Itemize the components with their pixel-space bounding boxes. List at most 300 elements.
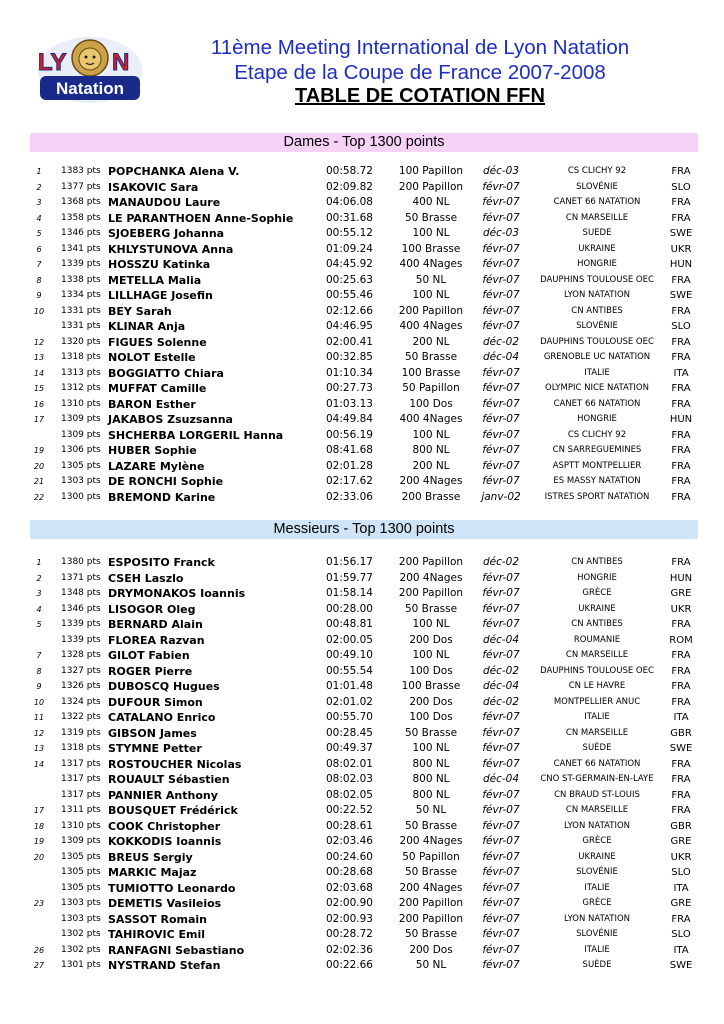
points-cell: 1305 pts (61, 460, 101, 471)
rank-cell: 4 (36, 213, 42, 223)
club-cell: CN SARREGUEMINES (552, 445, 642, 455)
event-cell: 200 Papillon (398, 556, 464, 568)
club-cell: DAUPHINS TOULOUSE OEC (540, 665, 654, 676)
points-cell: 1318 pts (61, 743, 101, 753)
club-cell: CN ANTIBES (571, 557, 623, 567)
date-cell: déc-03 (482, 165, 520, 177)
rank-cell: 5 (36, 229, 42, 238)
rank-cell: 1 (36, 167, 42, 176)
nationality-cell: SWE (669, 960, 693, 971)
points-cell: 1339 pts (61, 259, 101, 269)
table-row (0, 602, 724, 618)
event-cell: 100 NL (412, 289, 450, 301)
table-row (0, 788, 724, 804)
date-cell: févr-07 (482, 196, 520, 208)
rank-cell: 3 (36, 198, 42, 207)
date-cell: févr-07 (482, 928, 520, 940)
nationality-cell: GRE (670, 836, 692, 847)
nationality-cell: ITA (673, 712, 689, 723)
nationality-cell: FRA (671, 789, 691, 801)
date-cell: févr-07 (482, 242, 520, 255)
event-cell: 200 Papillon (398, 912, 464, 925)
points-cell: 1317 pts (61, 758, 101, 769)
points-cell: 1328 pts (61, 650, 101, 660)
time-cell: 04:49.84 (326, 413, 373, 425)
event-cell: 200 Dos (409, 943, 453, 956)
club-cell: OLYMPIC NICE NATATION (545, 383, 649, 393)
rank-cell: 18 (33, 821, 45, 831)
event-cell: 50 Brasse (404, 866, 458, 878)
event-cell: 200 4Nages (399, 835, 463, 847)
rank-cell: 19 (33, 446, 45, 455)
rank-cell: 21 (33, 477, 45, 486)
swimmer-name: ISAKOVIC Sara (108, 180, 199, 194)
swimmer-name: BARON Esther (108, 397, 196, 411)
nationality-cell: FRA (671, 166, 691, 177)
swimmer-name: MARKIC Majaz (108, 866, 197, 879)
rank-cell: 15 (33, 384, 45, 393)
time-cell: 00:55.46 (326, 289, 373, 301)
points-cell: 1305 pts (61, 851, 101, 862)
swimmer-name: FIGUES Solenne (108, 335, 207, 349)
club-cell: CN MARSEILLE (565, 212, 629, 223)
points-cell: 1301 pts (61, 960, 101, 970)
time-cell: 02:01.28 (326, 459, 373, 472)
nationality-cell: FRA (671, 383, 691, 394)
table-row (0, 211, 724, 227)
club-cell: SLOVÉNIE (576, 181, 618, 192)
club-cell: UKRAINE (578, 603, 616, 614)
event-cell: 200 4Nages (399, 571, 463, 584)
event-cell: 100 Brasse (401, 680, 461, 692)
event-cell: 400 4Nages (399, 320, 463, 332)
event-cell: 800 NL (412, 757, 450, 770)
table-row (0, 633, 724, 649)
nationality-cell: ITA (673, 367, 689, 379)
points-cell: 1317 pts (61, 774, 101, 784)
time-cell: 00:49.10 (326, 649, 373, 661)
points-cell: 1339 pts (61, 619, 101, 629)
time-cell: 04:45.92 (326, 258, 373, 270)
swimmer-name: KHLYSTUNOVA Anna (108, 242, 234, 256)
date-cell: févr-07 (482, 711, 520, 723)
club-cell: ITALIE (584, 944, 610, 955)
points-cell: 1320 pts (61, 336, 101, 347)
points-cell: 1309 pts (61, 429, 101, 440)
swimmer-name: BOUSQUET Frédérick (108, 804, 238, 817)
table-row (0, 381, 724, 397)
date-cell: févr-07 (482, 444, 520, 456)
table-row (0, 164, 724, 180)
time-cell: 00:49.37 (326, 742, 373, 754)
swimmer-name: GILOT Fabien (108, 649, 190, 662)
event-cell: 50 Papillon (402, 850, 460, 863)
nationality-cell: FRA (671, 805, 691, 816)
club-cell: CN MARSEILLE (565, 650, 629, 660)
swimmer-name: BREUS Sergiy (108, 850, 193, 864)
time-cell: 00:58.72 (326, 165, 373, 177)
time-cell: 01:03.13 (326, 397, 373, 410)
swimmer-name: LISOGOR Oleg (108, 602, 196, 616)
date-cell: févr-07 (482, 804, 520, 816)
nationality-cell: FRA (671, 913, 691, 925)
table-row (0, 242, 724, 258)
rank-cell: 27 (33, 961, 45, 970)
swimmer-name: FLOREA Razvan (108, 633, 205, 647)
date-cell: déc-04 (482, 680, 520, 692)
event-cell: 100 Dos (409, 664, 453, 677)
event-cell: 200 Dos (409, 633, 453, 646)
swimmer-name: COOK Christopher (108, 819, 221, 833)
nationality-cell: FRA (671, 650, 691, 661)
club-cell: CN LE HAVRE (568, 681, 626, 691)
points-cell: 1339 pts (61, 634, 101, 645)
points-cell: 1305 pts (61, 867, 101, 877)
rank-cell: 14 (33, 759, 45, 769)
date-cell: févr-07 (482, 459, 520, 472)
date-cell: déc-02 (482, 556, 520, 568)
club-cell: CANET 66 NATATION (553, 758, 641, 769)
table-row (0, 195, 724, 211)
date-cell: févr-07 (482, 258, 520, 270)
rank-cell: 2 (36, 573, 42, 583)
club-cell: UKRAINE (578, 243, 616, 254)
table-row (0, 850, 724, 866)
time-cell: 02:12.66 (326, 304, 373, 317)
event-cell: 200 Papillon (398, 587, 464, 599)
event-cell: 200 4Nages (399, 881, 463, 894)
date-cell: févr-07 (482, 742, 520, 754)
table-row (0, 757, 724, 773)
table-row (0, 459, 724, 475)
date-cell: janv-02 (481, 490, 521, 503)
table-row (0, 366, 724, 382)
time-cell: 02:00.05 (326, 633, 373, 646)
rank-cell: 8 (36, 666, 42, 676)
swimmer-name: NOLOT Estelle (108, 351, 196, 364)
nationality-cell: SLO (671, 181, 691, 193)
swimmer-name: DE RONCHI Sophie (108, 475, 224, 488)
swimmer-name: BERNARD Alain (108, 618, 203, 631)
date-cell: déc-03 (482, 227, 520, 239)
time-cell: 00:22.52 (326, 804, 373, 816)
event-cell: 100 NL (412, 618, 450, 630)
table-row (0, 443, 724, 459)
date-cell: févr-07 (482, 850, 520, 863)
club-cell: LYON NATATION (563, 820, 631, 831)
rank-cell: 20 (33, 461, 45, 471)
table-row (0, 912, 724, 928)
rank-cell: 17 (33, 806, 45, 815)
nationality-cell: ITA (673, 944, 689, 956)
rank-cell: 17 (33, 415, 45, 424)
club-cell: ISTRES SPORT NATATION (544, 491, 650, 502)
event-cell: 200 4Nages (399, 475, 463, 487)
swimmer-name: JAKABOS Zsuzsanna (108, 413, 233, 426)
club-cell: CANET 66 NATATION (553, 197, 641, 207)
table-row (0, 571, 724, 587)
rank-cell: 1 (36, 558, 42, 567)
nationality-cell: FRA (671, 557, 691, 568)
event-cell: 50 Brasse (404, 819, 458, 832)
date-cell: févr-07 (482, 211, 520, 224)
points-cell: 1319 pts (61, 727, 101, 738)
table-row (0, 428, 724, 444)
points-cell: 1326 pts (61, 681, 101, 691)
event-cell: 100 Brasse (401, 242, 461, 255)
rank-cell: 12 (33, 728, 45, 738)
rank-cell: 13 (33, 353, 45, 362)
rank-cell: 10 (33, 306, 45, 316)
time-cell: 02:17.62 (326, 475, 373, 487)
table-row (0, 617, 724, 633)
time-cell: 02:02.36 (326, 943, 373, 956)
svg-text:LY: LY (38, 49, 67, 76)
date-cell: févr-07 (482, 757, 520, 770)
date-cell: févr-07 (482, 959, 520, 971)
nationality-cell: SWE (669, 228, 693, 239)
club-cell: ITALIE (584, 882, 610, 893)
swimmer-name: STYMNE Petter (108, 742, 202, 755)
club-cell: DAUPHINS TOULOUSE OEC (540, 336, 654, 347)
rank-cell: 23 (33, 899, 45, 908)
date-cell: févr-07 (482, 602, 520, 615)
swimmer-name: ROSTOUCHER Nicolas (108, 757, 242, 771)
points-cell: 1312 pts (61, 383, 101, 393)
date-cell: févr-07 (482, 587, 520, 599)
nationality-cell: FRA (671, 352, 691, 363)
rank-cell: 3 (36, 589, 42, 598)
points-cell: 1306 pts (61, 445, 101, 455)
time-cell: 01:01.48 (326, 680, 373, 692)
event-cell: 200 Brasse (401, 490, 461, 503)
table-row (0, 710, 724, 726)
swimmer-name: DUFOUR Simon (108, 695, 203, 709)
date-cell: févr-07 (482, 413, 520, 425)
nationality-cell: ITA (673, 882, 689, 894)
points-cell: 1331 pts (61, 305, 101, 316)
points-cell: 1318 pts (61, 352, 101, 362)
points-cell: 1309 pts (61, 414, 101, 424)
time-cell: 01:10.34 (326, 366, 373, 379)
table-row (0, 555, 724, 571)
event-cell: 400 4Nages (399, 413, 463, 425)
event-cell: 50 Papillon (402, 382, 460, 394)
club-cell: GRENOBLE UC NATATION (543, 352, 651, 362)
event-cell: 400 NL (412, 196, 450, 208)
time-cell: 08:02.03 (326, 773, 373, 785)
event-cell: 50 NL (415, 959, 447, 971)
meeting-subtitle: Etape de la Coupe de France 2007-2008 (234, 61, 606, 84)
date-cell: févr-07 (482, 289, 520, 301)
club-cell: ASPTT MONTPELLIER (552, 460, 642, 471)
time-cell: 01:56.17 (326, 556, 373, 568)
table-row (0, 226, 724, 242)
club-cell: DAUPHINS TOULOUSE OEC (540, 274, 654, 285)
date-cell: févr-07 (482, 912, 520, 925)
event-cell: 50 Brasse (404, 211, 458, 224)
points-cell: 1334 pts (61, 290, 101, 300)
rank-cell: 14 (33, 368, 45, 378)
swimmer-name: SHCHERBA LORGERIL Hanna (108, 428, 284, 442)
event-cell: 200 Dos (409, 695, 453, 708)
nationality-cell: HUN (669, 572, 693, 584)
nationality-cell: UKR (670, 603, 692, 615)
date-cell: févr-07 (482, 180, 520, 193)
time-cell: 02:00.93 (326, 912, 373, 925)
club-cell: HONGRIE (577, 259, 617, 269)
date-cell: févr-07 (482, 304, 520, 317)
swimmer-name: KLINAR Anja (108, 320, 186, 333)
rank-cell: 12 (33, 337, 45, 347)
swimmer-name: ESPOSITO Franck (108, 556, 215, 569)
table-row (0, 586, 724, 602)
points-cell: 1317 pts (61, 789, 101, 800)
swimmer-name: TAHIROVIC Emil (108, 928, 206, 941)
rank-cell: 11 (33, 713, 45, 722)
swimmer-name: NYSTRAND Stefan (108, 959, 221, 972)
table-row (0, 927, 724, 943)
date-cell: févr-07 (482, 397, 520, 410)
time-cell: 00:55.70 (326, 711, 373, 723)
table-row (0, 319, 724, 335)
date-cell: févr-07 (482, 866, 520, 878)
date-cell: févr-07 (482, 382, 520, 394)
event-cell: 50 NL (415, 273, 447, 286)
date-cell: févr-07 (482, 943, 520, 956)
club-cell: GRÈCE (582, 898, 612, 908)
rank-cell: 2 (36, 182, 42, 192)
event-cell: 200 Papillon (398, 304, 464, 317)
time-cell: 00:22.66 (326, 959, 373, 971)
time-cell: 00:25.63 (326, 273, 373, 286)
table-row (0, 397, 724, 413)
swimmer-name: RANFAGNI Sebastiano (108, 943, 245, 957)
time-cell: 00:48.81 (326, 618, 373, 630)
swimmer-name: LILLHAGE Josefin (108, 289, 213, 302)
rank-cell: 7 (36, 260, 42, 269)
club-cell: HONGRIE (577, 414, 617, 424)
time-cell: 00:31.68 (326, 211, 373, 224)
swimmer-name: PANNIER Anthony (108, 788, 218, 802)
nationality-cell: FRA (671, 665, 691, 677)
event-cell: 100 Dos (409, 711, 453, 723)
event-cell: 200 Papillon (398, 897, 464, 909)
event-cell: 100 Brasse (401, 366, 461, 379)
points-cell: 1324 pts (61, 696, 101, 707)
points-cell: 1310 pts (61, 820, 101, 831)
time-cell: 00:24.60 (326, 850, 373, 863)
club-cell: UKRAINE (578, 851, 616, 862)
swimmer-name: BREMOND Karine (108, 490, 216, 504)
meeting-title: 11ème Meeting International de Lyon Natation (210, 36, 630, 59)
table-row (0, 664, 724, 680)
table-row (0, 943, 724, 959)
swimmer-name: DUBOSCQ Hugues (108, 680, 220, 693)
points-cell: 1327 pts (61, 665, 101, 676)
time-cell: 08:41.68 (326, 444, 373, 456)
swimmer-name: MUFFAT Camille (108, 382, 207, 395)
date-cell: déc-02 (482, 335, 520, 348)
date-cell: févr-07 (482, 475, 520, 487)
club-cell: CN ANTIBES (571, 619, 623, 629)
swimmer-name: LE PARANTHOEN Anne-Sophie (108, 211, 294, 225)
event-cell: 100 NL (412, 227, 450, 239)
table-row (0, 881, 724, 897)
time-cell: 08:02.01 (326, 757, 373, 770)
time-cell: 02:00.41 (326, 335, 373, 348)
swimmer-name: TUMIOTTO Leonardo (108, 881, 236, 895)
club-cell: SUEDE (582, 228, 612, 238)
nationality-cell: FRA (671, 460, 691, 472)
date-cell: févr-07 (482, 819, 520, 832)
messieurs-section-heading: Messieurs - Top 1300 points (30, 520, 698, 539)
event-cell: 50 Brasse (404, 726, 458, 739)
table-row (0, 695, 724, 711)
club-cell: SLOVÉNIE (576, 867, 618, 877)
points-cell: 1377 pts (61, 181, 101, 192)
date-cell: févr-07 (482, 273, 520, 286)
rank-cell: 7 (36, 651, 42, 660)
swimmer-name: LAZARE Mylène (108, 459, 205, 473)
club-cell: LYON NATATION (563, 290, 631, 300)
time-cell: 04:46.95 (326, 320, 373, 332)
date-cell: févr-07 (482, 897, 520, 909)
time-cell: 00:55.54 (326, 664, 373, 677)
time-cell: 02:09.82 (326, 180, 373, 193)
time-cell: 01:09.24 (326, 242, 373, 255)
event-cell: 200 NL (412, 335, 450, 348)
nationality-cell: FRA (671, 197, 691, 208)
time-cell: 00:32.85 (326, 351, 373, 363)
time-cell: 02:01.02 (326, 695, 373, 708)
date-cell: déc-02 (482, 695, 520, 708)
table-row (0, 865, 724, 881)
table-row (0, 350, 724, 366)
date-cell: févr-07 (482, 726, 520, 739)
date-cell: févr-07 (482, 649, 520, 661)
swimmer-name: DEMETIS Vasileios (108, 897, 222, 910)
dames-table (0, 164, 724, 505)
swimmer-name: CATALANO Enrico (108, 711, 216, 724)
date-cell: déc-02 (482, 664, 520, 677)
table-row (0, 834, 724, 850)
nationality-cell: FRA (671, 398, 691, 410)
time-cell: 00:55.12 (326, 227, 373, 239)
page-title: TABLE DE COTATION FFN (295, 85, 545, 107)
nationality-cell: FRA (671, 274, 691, 286)
date-cell: déc-04 (482, 351, 520, 363)
swimmer-name: KOKKODIS Ioannis (108, 835, 222, 848)
club-cell: ES MASSY NATATION (553, 476, 641, 486)
rank-cell: 8 (36, 275, 42, 285)
date-cell: févr-07 (482, 788, 520, 801)
event-cell: 100 NL (412, 649, 450, 661)
time-cell: 02:33.06 (326, 490, 373, 503)
club-cell: GRÈCE (582, 588, 612, 598)
nationality-cell: SWE (669, 743, 693, 754)
swimmer-name: DRYMONAKOS Ioannis (108, 587, 246, 600)
table-row (0, 180, 724, 196)
nationality-cell: FRA (671, 619, 691, 630)
table-row (0, 412, 724, 428)
nationality-cell: FRA (671, 758, 691, 770)
club-cell: HONGRIE (577, 572, 617, 583)
table-row (0, 772, 724, 788)
table-row (0, 288, 724, 304)
table-row (0, 648, 724, 664)
points-cell: 1305 pts (61, 882, 101, 893)
